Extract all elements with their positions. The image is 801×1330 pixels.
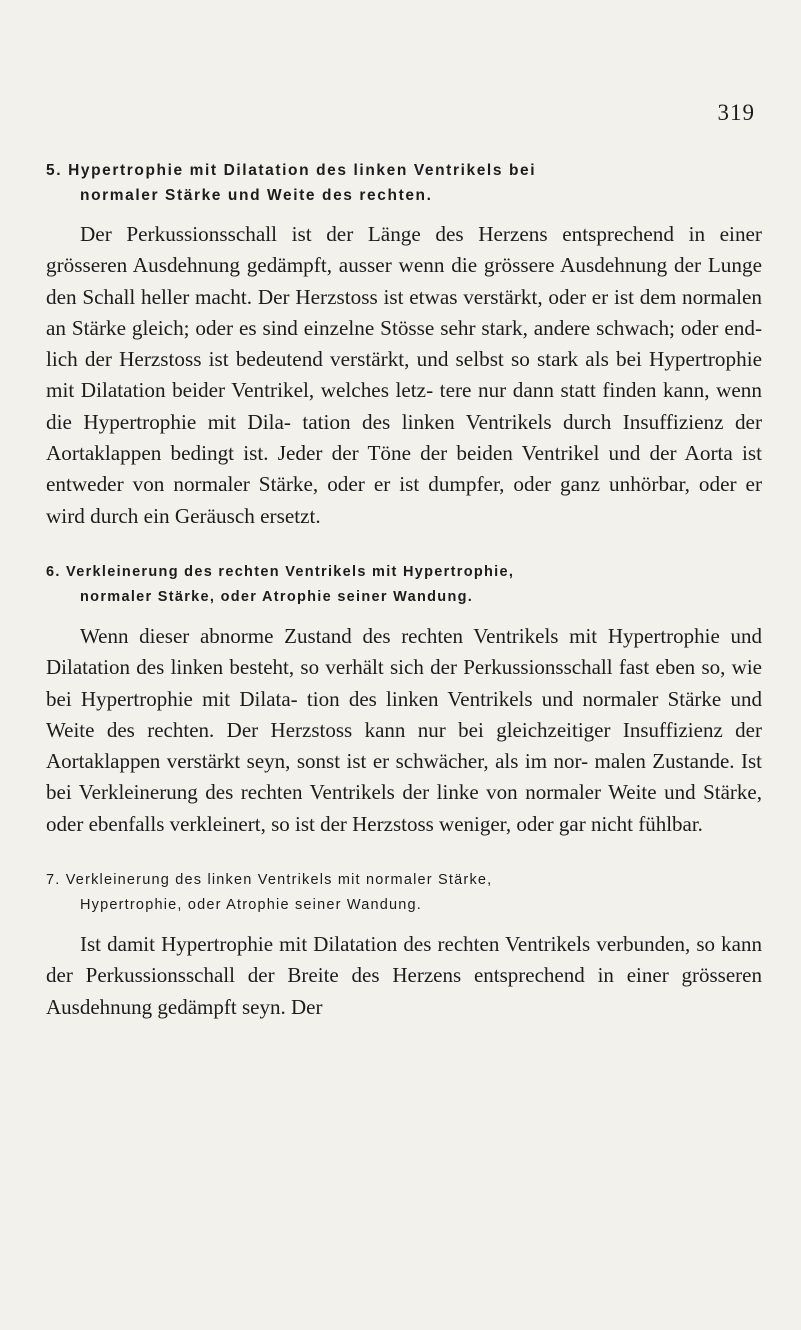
section-6 xyxy=(46,560,762,840)
section-heading-line-2: normaler Stärke, oder Atrophie seiner Wandung. xyxy=(80,588,474,605)
section-heading-line-2: Hypertrophie, oder Atrophie seiner Wandung. xyxy=(80,897,423,914)
section-heading-line-1: Verkleinerung des linken Ventrikels mit normaler Stärke, xyxy=(65,872,493,889)
section-heading xyxy=(46,560,762,610)
section-number: 7. xyxy=(46,872,61,889)
section-heading-line-1: Hypertrophie mit Dilatation des linken Ventrikels bei xyxy=(68,162,537,179)
page-content xyxy=(46,158,762,1023)
section-heading xyxy=(46,868,762,918)
section-5 xyxy=(46,158,762,532)
section-heading-line-1: Verkleinerung des rechten Ventrikels mit Hypertrophie, xyxy=(66,563,515,580)
section-7 xyxy=(46,868,762,1023)
section-number: 6. xyxy=(46,563,61,580)
section-paragraph: Ist damit Hypertrophie mit Dilatation des rechten Ventrikels verbunden, so kann der Perkussionsschall der Breite des Herzens entsprechend in einer grösseren Ausdehnung gedämpft seyn. Der xyxy=(46,932,762,1019)
section-paragraph: Der Perkussionsschall ist der Länge des Herzens entsprechend in einer grösseren Ausdehnung gedämpft, ausser wenn die grössere Ausdehnung der Lunge den Schall heller macht. Der Herzstoss ist etwas verstärkt, oder er ist dem normalen an Stärke gleich; oder es sind einzelne Stösse sehr stark, andere schwach; oder end- lich der Herzstoss ist bedeutend verstärkt, und selbst so stark als bei Hypertrophie mit Dilatation beider Ventrikel, welches letz- tere nur dann statt finden kann, wenn die Hypertrophie mit Dila- tation des linken Ventrikels durch Insuffizienz der Aortaklappen bedingt ist. Jeder der Töne der beiden Ventrikel und der Aorta ist entweder von normaler Stärke, oder er ist dumpfer, oder ganz unhörbar, oder er wird durch ein Geräusch ersetzt. xyxy=(46,222,762,528)
section-paragraph: Wenn dieser abnorme Zustand des rechten Ventrikels mit Hypertrophie und Dilatation des linken besteht, so verhält sich der Perkussionsschall fast eben so, wie bei Hypertrophie mit Dilata- tion des linken Ventrikels und normaler Stärke und Weite des rechten. Der Herzstoss kann nur bei gleichzeitiger Insuffizienz der Aortaklappen verstärkt seyn, sonst ist er schwächer, als im nor- malen Zustande. Ist bei Verkleinerung des rechten Ventrikels der linke von normaler Weite und Stärke, oder ebenfalls verkleinert, so ist der Herzstoss weniger, oder gar nicht fühlbar. xyxy=(46,623,762,836)
section-heading-line-2: normaler Stärke und Weite des rechten. xyxy=(80,187,433,204)
page-number: 319 xyxy=(717,100,755,125)
section-heading xyxy=(46,158,762,208)
section-number: 5. xyxy=(46,162,63,179)
